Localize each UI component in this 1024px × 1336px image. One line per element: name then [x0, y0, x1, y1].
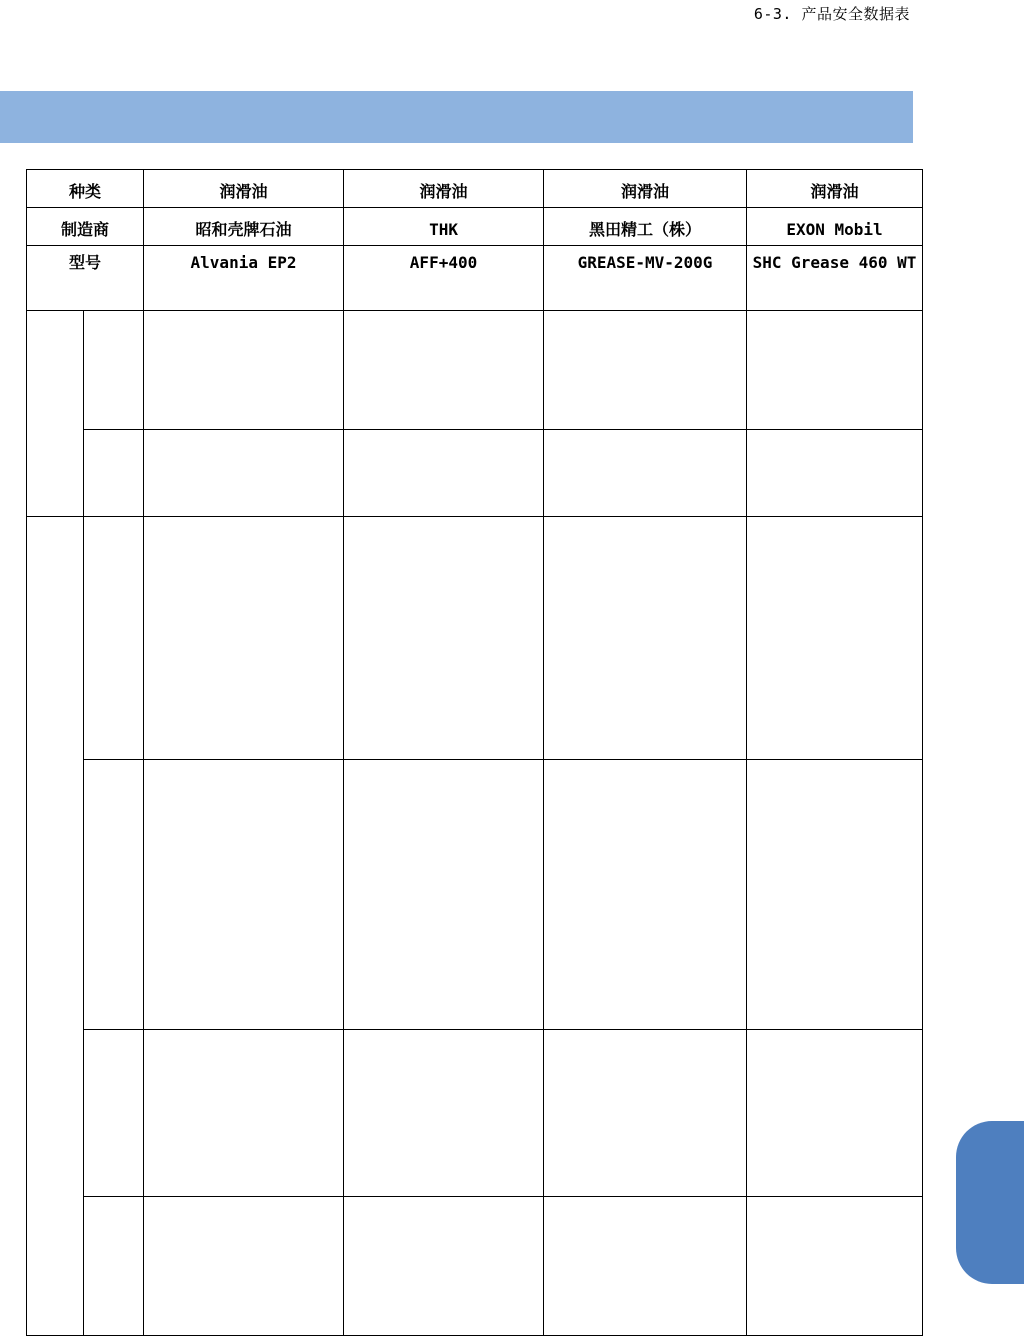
- table-cell: [544, 311, 747, 430]
- row-label-maker: 制造商: [27, 208, 144, 246]
- table-cell: [144, 517, 344, 760]
- table-cell: [544, 517, 747, 760]
- table-row: [27, 1197, 923, 1336]
- table-cell: [344, 760, 544, 1030]
- table-cell: [544, 760, 747, 1030]
- table-cell: THK: [344, 208, 544, 246]
- table-cell: [344, 1197, 544, 1336]
- table-cell: [747, 517, 923, 760]
- table-cell: Alvania EP2: [144, 246, 344, 311]
- table-cell: 润滑油: [544, 170, 747, 208]
- table-cell: [344, 1030, 544, 1197]
- row-label-kind: 种类: [27, 170, 144, 208]
- table-row-model: [27, 246, 923, 311]
- table-cell: 黑田精工（株）: [544, 208, 747, 246]
- subgroup-label-cell: [84, 311, 144, 430]
- table-cell: [144, 430, 344, 517]
- table-cell: [747, 1197, 923, 1336]
- chapter-tab: [956, 1121, 1024, 1284]
- group-label-cell: [27, 517, 84, 1336]
- table-cell: [747, 311, 923, 430]
- table-cell: [344, 517, 544, 760]
- table-cell: [344, 430, 544, 517]
- table-cell: [344, 311, 544, 430]
- table-cell: EXON Mobil: [747, 208, 923, 246]
- safety-data-table: [26, 169, 923, 1336]
- table-row: [27, 311, 923, 430]
- section-banner: [0, 91, 913, 143]
- table-cell: 润滑油: [144, 170, 344, 208]
- table-row: [27, 760, 923, 1030]
- table-cell: 润滑油: [747, 170, 923, 208]
- table-cell: [544, 1197, 747, 1336]
- table-row: [27, 1030, 923, 1197]
- group-label-cell: [27, 311, 84, 517]
- table-row: [27, 517, 923, 760]
- section-header: 6-3. 产品安全数据表: [753, 5, 910, 23]
- subgroup-label-cell: [84, 1030, 144, 1197]
- table-cell: SHC Grease 460 WT: [747, 246, 923, 311]
- table-cell: GREASE-MV-200G: [544, 246, 747, 311]
- table-cell: [144, 760, 344, 1030]
- subgroup-label-cell: [84, 760, 144, 1030]
- table-cell: [144, 311, 344, 430]
- table-cell: [544, 1030, 747, 1197]
- subgroup-label-cell: [84, 517, 144, 760]
- table-row: [27, 430, 923, 517]
- table-cell: 润滑油: [344, 170, 544, 208]
- table-cell: [747, 760, 923, 1030]
- table-cell: [544, 430, 747, 517]
- table-cell: [747, 430, 923, 517]
- subgroup-label-cell: [84, 430, 144, 517]
- subgroup-label-cell: [84, 1197, 144, 1336]
- row-label-model: 型号: [27, 246, 144, 311]
- table-cell: 昭和壳牌石油: [144, 208, 344, 246]
- table-row-maker: [27, 208, 923, 246]
- table-cell: [144, 1030, 344, 1197]
- table-cell: [747, 1030, 923, 1197]
- table-row-kind: [27, 170, 923, 208]
- table-cell: AFF+400: [344, 246, 544, 311]
- table-cell: [144, 1197, 344, 1336]
